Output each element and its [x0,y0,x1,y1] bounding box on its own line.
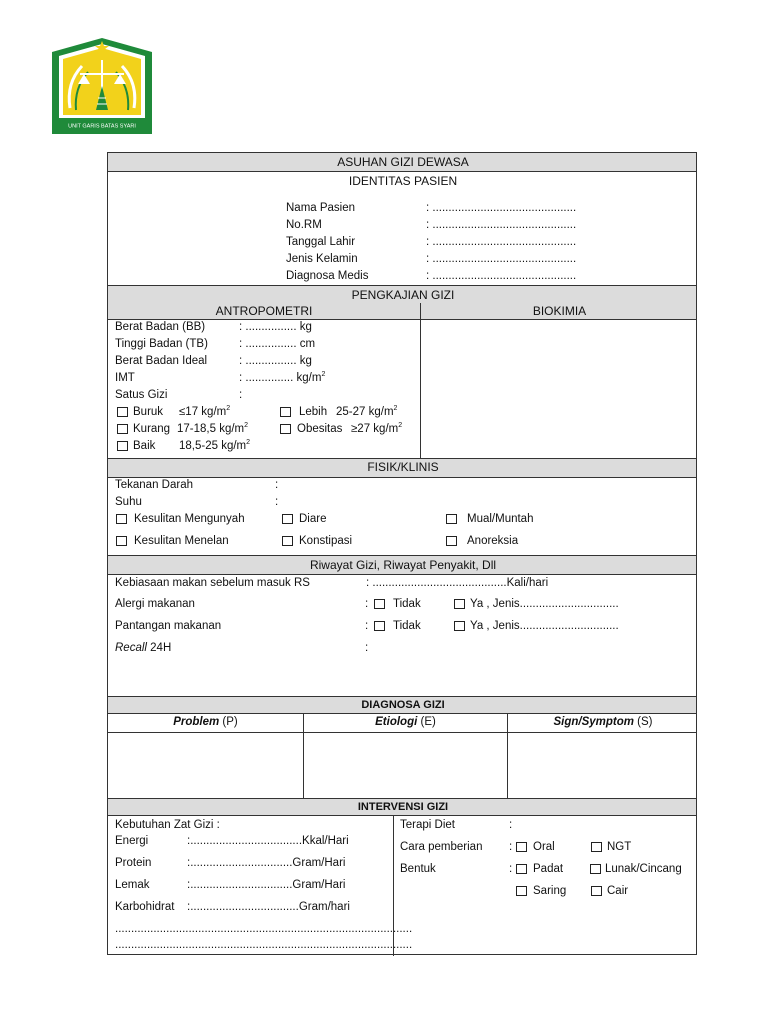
fisik-header: FISIK/KLINIS [367,460,439,474]
antropometri-label: Satus Gizi [115,389,168,401]
antropometri-value[interactable]: : ................ kg [239,355,312,367]
status-kurang-range: 17-18,5 $kg/m^2$ [177,422,249,435]
diagnosa-col-sign: Sign/Symptom (S) [553,716,653,728]
status-lebih-range: 25-27 $kg/m^2$ [336,405,398,418]
checkbox-konstipasi[interactable] [282,536,293,546]
form-title: ASUHAN GIZI DEWASA [337,155,469,169]
status-obesitas-label: Obesitas [297,423,343,435]
checkbox-pantangan-ya[interactable] [454,621,465,631]
aceh-logo [52,38,152,134]
option-ngt: NGT [607,841,632,853]
pantangan-ya-label[interactable]: Ya , Jenis............................... [470,620,619,632]
checkbox-oral[interactable] [516,842,527,852]
antropometri-label: IMT [115,372,135,384]
zat-gizi-value[interactable]: :................................Gram/Hari [187,857,346,869]
pantangan-label: Pantangan makanan [115,620,222,632]
fisik-label: Tekanan Darah [115,479,193,491]
zat-gizi-label: Protein [115,857,152,869]
identitas-label: Diagnosa Medis [286,270,369,282]
bentuk-label: Bentuk [400,863,436,875]
diagnosa-col-problem: Problem (P) [173,716,238,728]
cara-colon: : [509,841,513,853]
zat-gizi-label: Lemak [115,879,150,891]
fisik-check-label: Diare [299,513,327,525]
checkbox-kurang[interactable] [117,424,128,434]
status-buruk-range: ≤17 $kg/m^2$ [179,405,231,418]
alergi-tidak-label: Tidak [393,598,421,610]
diagnosa-col-etiologi: Etiologi (E) [375,716,436,728]
option-padat: Padat [533,863,564,875]
fisik-check-label: Mual/Muntah [467,513,534,525]
identitas-value[interactable]: : ............................................. [426,202,577,214]
zat-gizi-value[interactable]: :...................................Kkal/Hari [187,835,349,847]
alergi-label: Alergi makanan [115,598,195,610]
zat-gizi-label: Karbohidrat [115,901,175,913]
recall-colon[interactable]: : [365,642,369,654]
identitas-value[interactable]: : ............................................. [426,236,577,248]
checkbox-alergi-ya[interactable] [454,599,465,609]
checkbox-mual-muntah[interactable] [446,514,457,524]
zat-gizi-value[interactable]: :................................Gram/Hari [187,879,346,891]
checkbox-baik[interactable] [117,441,128,451]
pantangan-colon: : [365,620,369,632]
dots-line[interactable]: ............................................................................................. [115,923,413,935]
sign-cell[interactable] [509,734,697,797]
zat-gizi-value[interactable]: :..................................Gram/hari [187,901,350,913]
checkbox-saring[interactable] [516,886,527,896]
antropometri-value: : [239,389,243,401]
antropometri-header: ANTROPOMETRI [215,304,313,318]
identitas-value[interactable]: : ............................................. [426,253,577,265]
checkbox-cair[interactable] [591,886,602,896]
checkbox-ngt[interactable] [591,842,602,852]
checkbox-alergi-tidak[interactable] [374,599,385,609]
identitas-label: No.RM [286,219,322,231]
option-lunak-cincang: Lunak/Cincang [605,863,682,875]
checkbox-kesulitan-mengunyah[interactable] [116,514,127,524]
status-obesitas-range: ≥27 $kg/m^2$ [351,422,403,435]
option-cair: Cair [607,885,629,897]
kebutuhan-label: Kebutuhan Zat Gizi : [115,819,220,831]
antropometri-value[interactable]: : ................ cm [239,338,316,350]
terapi-diet-label: Terapi Diet [400,819,455,831]
checkbox-lebih[interactable] [280,407,291,417]
zat-gizi-label: Energi [115,835,149,847]
identitas-value[interactable]: : ............................................. [426,270,577,282]
checkbox-buruk[interactable] [117,407,128,417]
etiologi-cell[interactable] [305,734,506,797]
antropometri-value[interactable]: : ................ kg [239,321,312,333]
status-kurang-label: Kurang [133,423,171,435]
diagnosa-header: DIAGNOSA GIZI [361,699,445,711]
fisik-value[interactable]: : [275,479,279,491]
terapi-diet-colon[interactable]: : [509,819,513,831]
nutrition-care-form [107,152,697,955]
kebiasaan-value[interactable]: : ..........................................Kali/hari [366,577,549,589]
identitas-label: Nama Pasien [286,202,356,214]
alergi-ya-label[interactable]: Ya , Jenis............................... [470,598,619,610]
bentuk-colon: : [509,863,513,875]
riwayat-header: Riwayat Gizi, Riwayat Penyakit, Dll [309,558,497,572]
biokimia-header: BIOKIMIA [532,304,587,318]
antropometri-label: Tinggi Badan (TB) [115,338,208,350]
identitas-label: Jenis Kelamin [286,253,358,265]
option-saring: Saring [533,885,567,897]
fisik-check-label: Anoreksia [467,535,519,547]
fisik-check-label: Kesulitan Mengunyah [134,513,245,525]
status-lebih-label: Lebih [299,406,328,418]
imt-value[interactable]: : ............... $kg/m^2$ [239,371,326,384]
checkbox-anoreksia[interactable] [446,536,457,546]
cara-pemberian-label: Cara pemberian [400,841,483,853]
intervensi-header: INTERVENSI GIZI [357,801,449,813]
checkbox-kesulitan-menelan[interactable] [116,536,127,546]
recall-label: Recall 24H [115,642,172,654]
fisik-check-label: Kesulitan Menelan [134,535,229,547]
antropometri-label: Berat Badan (BB) [115,321,206,333]
dots-line[interactable]: ............................................................................................. [115,939,413,951]
kebiasaan-label: Kebiasaan makan sebelum masuk RS [115,577,310,589]
identitas-label: Tanggal Lahir [286,236,356,248]
checkbox-obesitas[interactable] [280,424,291,434]
identitas-header: IDENTITAS PASIEN [348,174,458,188]
status-baik-label: Baik [133,440,156,452]
checkbox-padat[interactable] [516,864,527,874]
pantangan-tidak-label: Tidak [393,620,421,632]
status-buruk-label: Buruk [133,406,164,418]
pengkajian-header: PENGKAJIAN GIZI [351,288,455,302]
checkbox-diare[interactable] [282,514,293,524]
logo-banner-text: UNIT GARIS BATAS SYARI [68,123,136,130]
fisik-check-label: Konstipasi [299,535,353,547]
status-baik-range: 18,5-25 $kg/m^2$ [179,439,251,452]
alergi-colon: : [365,598,369,610]
fisik-value[interactable]: : [275,496,279,508]
checkbox-lunak-cincang[interactable] [590,864,601,874]
antropometri-label: Berat Badan Ideal [115,355,208,367]
option-oral: Oral [533,841,555,853]
problem-cell[interactable] [109,734,302,797]
checkbox-pantangan-tidak[interactable] [374,621,385,631]
identitas-value[interactable]: : ............................................. [426,219,577,231]
fisik-label: Suhu [115,496,142,508]
